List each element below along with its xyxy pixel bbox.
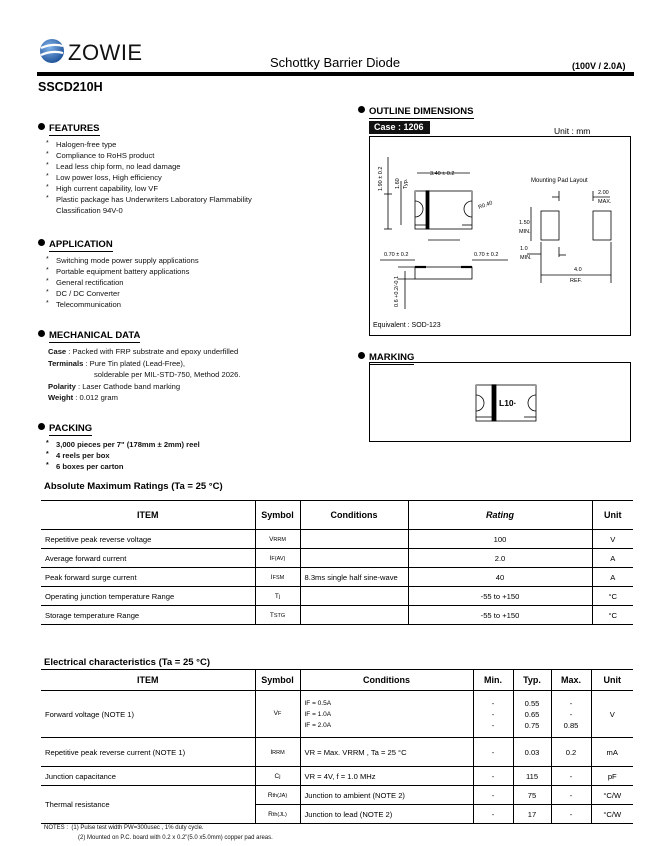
mech-polarity: Polarity : Laser Cathode band marking: [48, 381, 181, 391]
dim-terminal-right: 0.70 ± 0.2: [474, 252, 499, 258]
document-title: Schottky Barrier Diode: [270, 55, 401, 70]
max-cell: -: [551, 805, 591, 824]
item-cell: Junction capacitance: [41, 767, 255, 786]
dim-radius: R0.40: [477, 200, 494, 211]
table-header-row: [41, 670, 633, 691]
table-row: [41, 691, 633, 738]
col-header: Symbol: [255, 670, 300, 691]
symbol-cell: TSTG: [255, 606, 300, 625]
symbol-cell: Cj: [255, 767, 300, 786]
outline-section-header: [358, 101, 474, 119]
pad-right: [593, 211, 611, 240]
features-list: [42, 139, 348, 216]
col-header: ITEM: [41, 670, 255, 691]
unit-cell: V: [591, 691, 633, 738]
rating-cell: 2.0: [408, 549, 592, 568]
outline-drawing-box: [369, 136, 631, 336]
abs-max-title: Absolute Maximum Ratings (Ta = 25 °C): [44, 481, 223, 492]
feature-item: * Lead less chip form, no lead damage: [42, 161, 348, 172]
rating-summary: (100V / 2.0A): [572, 61, 626, 71]
table-header-row: [41, 501, 633, 530]
unit-cell: V: [592, 530, 633, 549]
bullet-icon: [38, 239, 45, 246]
table-row: [41, 606, 633, 625]
item-cell: Repetitive peak reverse current (NOTE 1): [41, 738, 255, 767]
max-cell: 0.2: [551, 738, 591, 767]
item-cell: Average forward current: [41, 549, 255, 568]
max-cell: - - 0.85: [551, 691, 591, 738]
pad-layout-title: Mounting Pad Layout: [531, 178, 588, 184]
col-header: Unit: [591, 670, 633, 691]
pad-overall: 4.0: [574, 267, 582, 273]
item-cell: Thermal resistance: [41, 786, 255, 824]
table-row: [41, 767, 633, 786]
dim-length: 3.40 ± 0.2: [430, 171, 455, 177]
col-header: Max.: [551, 670, 591, 691]
conditions-cell: Junction to ambient (NOTE 2): [300, 786, 473, 805]
max-cell: -: [551, 786, 591, 805]
pad-gap-note: MIN.: [520, 255, 532, 261]
pad-overall-note: REF.: [570, 278, 582, 284]
conditions-cell: [300, 606, 408, 625]
notes-label: NOTES :: [44, 825, 69, 831]
bullet-icon: [38, 423, 45, 430]
packing-item: * 4 reels per box: [42, 450, 348, 461]
feature-item-continuation: Classification 94V-0: [56, 206, 123, 215]
rating-cell: -55 to +150: [408, 606, 592, 625]
max-cell: -: [551, 767, 591, 786]
pad-width: 2.00: [598, 190, 609, 196]
symbol-cell: VF: [255, 691, 300, 738]
mechanical-section: [38, 325, 348, 404]
unit-cell: °C: [592, 587, 633, 606]
unit-cell: mA: [591, 738, 633, 767]
conditions-cell: Junction to lead (NOTE 2): [300, 805, 473, 824]
feature-item: * Low power loss, High efficiency: [42, 172, 348, 183]
cathode-band: [426, 191, 429, 229]
application-list: [42, 255, 348, 310]
mech-terminals: Terminals : Pure Tin plated (Lead-Free),: [48, 358, 186, 368]
feature-item: * Halogen-free type: [42, 139, 348, 150]
min-cell: -: [473, 767, 513, 786]
bullet-icon: [38, 123, 45, 130]
symbol-cell: Rth(JA): [255, 786, 300, 805]
item-cell: Operating junction temperature Range: [41, 587, 255, 606]
notes: [44, 823, 273, 843]
application-heading: APPLICATION: [49, 239, 113, 250]
pad-left: [541, 211, 559, 240]
part-number: SSCD210H: [38, 80, 103, 94]
case-badge: Case : 1206: [369, 121, 430, 134]
typ-cell: 0.55 0.65 0.75: [513, 691, 551, 738]
symbol-cell: IFSM: [255, 568, 300, 587]
pad-height-note: MIN.: [519, 229, 531, 235]
min-cell: - - -: [473, 691, 513, 738]
conditions-cell: [300, 530, 408, 549]
application-item: * General rectification: [42, 277, 348, 288]
symbol-cell: Tj: [255, 587, 300, 606]
typ-cell: 115: [513, 767, 551, 786]
application-item: * Portable equipment battery applications: [42, 266, 348, 277]
features-heading: FEATURES: [49, 123, 100, 134]
equivalent-package: Equivalent : SOD-123: [373, 322, 441, 329]
table-row: [41, 530, 633, 549]
application-item: * Telecommunication: [42, 299, 348, 310]
col-header: Rating: [408, 501, 592, 530]
mech-weight: Weight : 0.012 gram: [48, 393, 118, 402]
outline-drawing: [370, 137, 630, 335]
bullet-icon: [358, 352, 365, 359]
col-header: Conditions: [300, 501, 408, 530]
feature-item: * Plastic package has Underwriters Laboratory Flammability: [42, 194, 348, 205]
table-row: [41, 738, 633, 767]
dim-inner-height: 1.60: [395, 178, 401, 189]
table-row: [41, 549, 633, 568]
zowie-logo-icon: [38, 37, 66, 70]
typ-cell: 75: [513, 786, 551, 805]
feature-item: * Compliance to RoHS product: [42, 150, 348, 161]
item-cell: Repetitive peak reverse voltage: [41, 530, 255, 549]
unit-cell: A: [592, 549, 633, 568]
min-cell: -: [473, 786, 513, 805]
feature-item: * High current capability, low VF: [42, 183, 348, 194]
dim-terminal-left: 0.70 ± 0.2: [384, 252, 409, 258]
symbol-cell: IF(AV): [255, 549, 300, 568]
symbol-cell: IRRM: [255, 738, 300, 767]
col-header: Symbol: [255, 501, 300, 530]
item-cell: Forward voltage (NOTE 1): [41, 691, 255, 738]
col-header: Conditions: [300, 670, 473, 691]
conditions-cell: VR = 4V, f = 1.0 MHz: [300, 767, 473, 786]
rating-cell: 40: [408, 568, 592, 587]
item-cell: Storage temperature Range: [41, 606, 255, 625]
conditions-cell: IF = 0.5A IF = 1.0A IF = 2.0A: [300, 691, 473, 738]
application-section: [38, 234, 348, 310]
conditions-cell: 8.3ms single half sine-wave: [300, 568, 408, 587]
symbol-cell: Rth(JL): [255, 805, 300, 824]
table-row: [41, 786, 633, 805]
rating-cell: 100: [408, 530, 592, 549]
features-section: [38, 118, 348, 216]
packing-list: [42, 439, 348, 472]
dim-typ: Typ.: [403, 178, 409, 189]
outline-heading: OUTLINE DIMENSIONS: [369, 106, 474, 117]
unit-cell: °C/W: [591, 805, 633, 824]
packing-item: * 3,000 pieces per 7" (178mm ± 2mm) reel: [42, 439, 348, 450]
col-header: ITEM: [41, 501, 255, 530]
abs-max-table: [41, 500, 633, 625]
dim-thickness: 0.6 +0.2/-0.1: [394, 275, 400, 307]
table-row: [41, 568, 633, 587]
dim-height: 1.90 ± 0.2: [378, 166, 384, 191]
pad-gap: 1.0: [520, 246, 528, 252]
packing-section: [38, 418, 348, 472]
marking-heading: MARKING: [369, 352, 415, 363]
unit-cell: A: [592, 568, 633, 587]
elec-title: Electrical characteristics (Ta = 25 °C): [44, 657, 210, 668]
col-header: Typ.: [513, 670, 551, 691]
pad-width-note: MAX.: [598, 199, 612, 205]
col-header: Unit: [592, 501, 633, 530]
conditions-cell: [300, 587, 408, 606]
typ-cell: 17: [513, 805, 551, 824]
bullet-icon: [38, 330, 45, 337]
unit-label: Unit : mm: [554, 126, 591, 136]
bullet-icon: [358, 106, 365, 113]
mechanical-heading: MECHANICAL DATA: [49, 330, 141, 341]
table-row: [41, 587, 633, 606]
elec-table: [41, 669, 633, 824]
min-cell: -: [473, 738, 513, 767]
pad-height: 1.50: [519, 220, 530, 226]
packing-item: * 6 boxes per carton: [42, 461, 348, 472]
header-divider: [37, 72, 634, 76]
min-cell: -: [473, 805, 513, 824]
marking-code: L10·: [499, 398, 517, 408]
note-item: (2) Mounted on P.C. board with 0.2 x 0.2"(5.0 x5.0mm) copper pad areas.: [78, 835, 273, 841]
rating-cell: -55 to +150: [408, 587, 592, 606]
item-cell: Peak forward surge current: [41, 568, 255, 587]
application-item: * DC / DC Converter: [42, 288, 348, 299]
unit-cell: pF: [591, 767, 633, 786]
typ-cell: 0.03: [513, 738, 551, 767]
application-item: * Switching mode power supply applications: [42, 255, 348, 266]
symbol-cell: VRRM: [255, 530, 300, 549]
mech-case: Case : Packed with FRP substrate and epoxy underfilled: [48, 347, 239, 356]
col-header: Min.: [473, 670, 513, 691]
conditions-cell: VR = Max. VRRM , Ta = 25 °C: [300, 738, 473, 767]
marking-box: [369, 362, 631, 442]
conditions-cell: [300, 549, 408, 568]
chip-body-top: [415, 191, 472, 229]
unit-cell: °C: [592, 606, 633, 625]
mech-terminals-cont: solderable per MIL-STD-750, Method 2026.: [94, 370, 241, 379]
packing-heading: PACKING: [49, 423, 93, 434]
brand-name: ZOWIE: [68, 40, 143, 65]
unit-cell: °C/W: [591, 786, 633, 805]
note-item: (1) Pulse test width PW=300usec , 1% duty cycle.: [71, 825, 204, 831]
